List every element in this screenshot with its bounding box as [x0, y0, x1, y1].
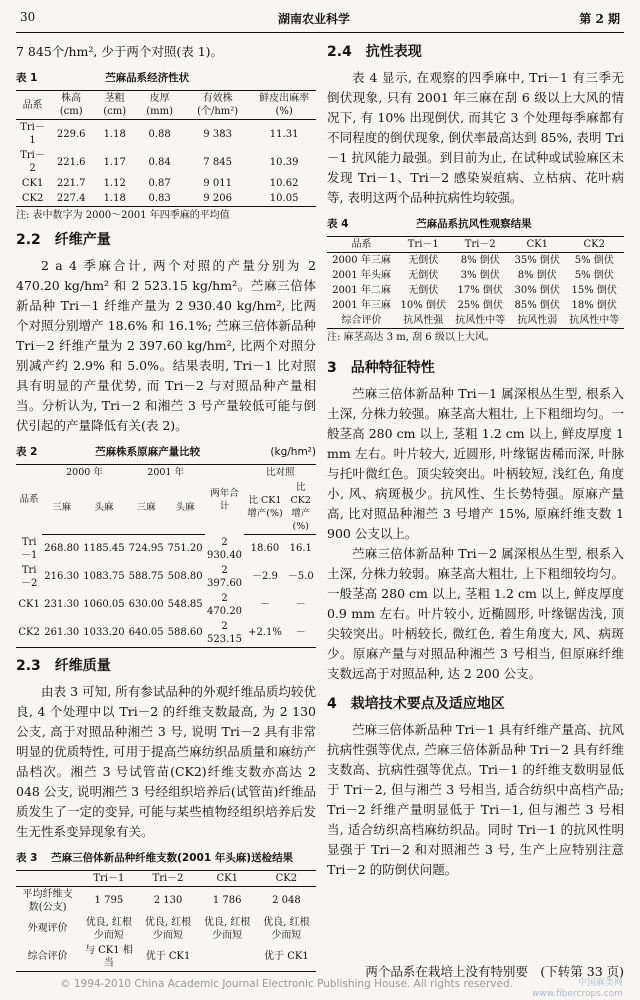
table-row: CK1 221.7 1.12 0.87 9 011 10.62 [21, 178, 299, 189]
table-row: 2001 年头麻 无倒伏 3% 倒伏 8% 倒伏 5% 倒伏 [332, 270, 614, 281]
section-4-heading: 4 栽培技术要点及适应地区 [327, 696, 505, 712]
table3-caption: 表 3 苎麻三倍体新品种纤维支数(2001 年头麻)送检结果 [16, 851, 294, 864]
table4-note: 注: 麻茎高达 3 m, 刮 6 级以上大风。 [327, 332, 495, 343]
table-row: CK1 231.30 1060.05 630.00 548.85 2 470.20 － － [18, 592, 306, 617]
section-2-4-text: 表 4 显示, 在观察的四季麻中, Tri－1 有三季无倒伏现象, 只有 2001 年三麻在刮 6 级以上大风的情况下, 有 10% 出现倒伏, 而其它 3 个处理每季麻都有不同程度的倒伏现象, 倒伏率最高达到 85%, 表明 Tri－1 抗风能力最强。到目前为止, 在试种或试验麻区未发现 Tri－1、Tri－2 感染炭疽病、立枯病、花叶病等, 表明这两个品种抗病性均较强。 [327, 70, 624, 205]
table-row: 综合评价 抗风性强 抗风性中等 抗风性弱 抗风性中等 [327, 313, 624, 329]
right-column [327, 42, 624, 972]
issue-number: 第 2 期 [579, 12, 620, 26]
header-rule [16, 32, 624, 33]
table-row: Tri－1 229.6 1.18 0.88 9 383 11.31 [20, 122, 299, 146]
table2: 品系 2000 年 2001 年 两年合计 比对照 三麻 头麻 三麻 头麻 比 CK1 增产(%) 比 CK2 增产(%) Tri－1 268.80 1185.45 724.95 751.20 2 930.40 18.60 16.1 Tri－2 216.30 1083.75 588.75 508.80 2 397.60 －2.9 －5.0 CK1 231.30 1060.05 630.00 548.85 2 470.20 － － CK2 261.30 1033.20 640.05 588.60 2 523.15 +2.1% － [16, 464, 316, 648]
table-row: CK2 227.4 1.18 0.83 9 206 10.05 [16, 191, 316, 207]
section-4-text: 苎麻三倍体新品种 Tri－1 具有纤维产量高、抗风抗病性强等优点, 苎麻三倍体新品种 Tri－2 具有纤维支数高、抗病性强等优点。Tri－1 的纤维支数明显低于 Tri－2, 但与湘苎 3 号相当, 适合纺织中高档产品; Tri－2 纤维产量明显低于 Tri－1, 但与湘苎 3 号相当, 适合纺织高档麻纺织品。同时 Tri－1 的抗风性明显强于 Tri－2 和对照湘苎 3 号, 生产上应特别注意 Tri－2 的防倒伏问题。 [327, 722, 624, 877]
section-2-3-heading: 2.3 纤维质量 [16, 657, 111, 674]
table-row: 综合评价 与 CK1 相当 优于 CK1 优于 CK1 [16, 943, 316, 972]
journal-name: 湖南农业科学 [278, 12, 351, 26]
continued-note: 两个品系在栽培上没有特别要 (下转第 33 页) [365, 964, 624, 979]
table-row: 平均纤维支数(公支) 1 795 2 130 1 786 2 048 [22, 888, 301, 913]
table1-note: 注: 表中数字为 2000～2001 年四季麻的平均值 [16, 210, 230, 221]
section-3-text-a: 苎麻三倍体新品种 Tri－1 属深根丛生型, 根系入土深, 分株力较强。麻茎高大粗壮, 上下粗细均匀。一般茎高 280 cm 以上, 茎粗 1.2 cm 以上, 鲜皮厚度 1 mm 左右。叶片较大, 近圆形, 叶缘锯齿稀而深, 叶脉与托叶微红色。顶尖较突出。叶柄较短, 浅红色, 角度小, 风、病斑极少。抗风性、生长势特强。原麻产量高, 比对照品种湘苎 3 号增产 15%, 原麻纤维支数 1 900 公支以上。 [327, 386, 624, 541]
section-2-3-text: 由表 3 可知, 所有参试品种的外观纤维品质均较优良, 4 个处理中以 Tri－2 的纤维支数最高, 为 2 130 公支, 高于对照品种湘苎 3 号, 说明 Tri－2 具有非常明显的优质特性, 可用于提高苎麻纺织品质量和麻纺产品档次。湘苎 3 号试管苗(CK2)纤维支数亦高达 2 048 公支, 说明湘苎 3 号经组织培养后(试管苗)纤维品质发生了一定的变异, 可能与某些植物经组织培养后发生无性系变异现象有关。 [16, 683, 316, 839]
table-row: Tri－2 216.30 1083.75 588.75 508.80 2 397.60 －2.9 －5.0 [20, 564, 314, 589]
section-3-text-b: 苎麻三倍体新品种 Tri－2 属深根丛生型, 根系入土深, 分株力较弱。麻茎高大粗壮, 上下粗细较均匀。一般茎高 280 cm 以上, 茎粗 1.2 cm 以上, 鲜皮厚度 0.9 mm 左右。叶片较小, 近椭圆形, 叶缘锯齿浅, 顶尖较突出。叶柄较长, 微红色, 着生角度大, 风、病斑少。原麻产量与对照品种湘苎 3 号相当, 但原麻纤维支数远高于对照品种, 达 2 200 公支。 [327, 546, 624, 681]
table3: Tri－1 Tri－2 CK1 CK2 平均纤维支数(公支) 1 795 2 130 1 786 2 048 外观评价 优良, 红根少而短 优良, 红根少而短 优良, 红根少而短 优良, 红根少而短 综合评价 与 CK1 相当 优于 CK1 优于 CK1 [16, 870, 316, 972]
section-2-2-heading: 2.2 纤维产量 [16, 232, 111, 248]
left-column [16, 42, 316, 972]
table-row: 外观评价 优良, 红根少而短 优良, 红根少而短 优良, 红根少而短 优良, 红根少而短 [27, 916, 310, 941]
table-row: Tri－2 221.6 1.17 0.84 7 845 10.39 [20, 150, 299, 174]
running-header [16, 10, 624, 30]
intro-text: 7 845个/hm², 少于两个对照(表 1)。 [16, 44, 224, 59]
table1: 品系 株高(cm) 茎粗(cm) 皮厚(mm) 有效株(个/hm²) 鲜皮出麻率(%) Tri－1 229.6 1.18 0.88 9 383 11.31 Tri－2 221.6 1.17 0.84 7 845 10.39 CK1 221.7 1.12 0.87 9 011 10.62 CK2 227.4 1.18 0.83 9 206 10.05 [16, 90, 316, 207]
table-row: 2001 年二麻 无倒伏 17% 倒伏 30% 倒伏 15% 倒伏 [332, 285, 617, 296]
site-watermark: 中国麻类网 www.fibercrops.com [532, 978, 623, 999]
page-number: 30 [20, 10, 36, 24]
section-3-heading: 3 品种特征特性 [327, 360, 435, 376]
table-row: CK2 261.30 1033.20 640.05 588.60 2 523.15 +2.1% － [16, 619, 316, 648]
table4-caption: 表 4 苎麻品系抗风性观察结果 [327, 218, 532, 230]
section-2-4-heading: 2.4 抗性表现 [327, 44, 422, 60]
table-row: 2000 年三麻 无倒伏 8% 倒伏 35% 倒伏 5% 倒伏 [332, 255, 614, 266]
table2-caption: 表 2 苎麻株系原麻产量比较 (kg/hm²) [16, 446, 316, 458]
table1-caption: 表 1 苎麻品系经济性状 [16, 72, 190, 84]
table-row: 2001 年三麻 10% 倒伏 25% 倒伏 85% 倒伏 18% 倒伏 [332, 300, 617, 311]
copyright-footer: © 1994-2010 China Academic Journal Electronic Publishing House. All rights reserved. [60, 978, 513, 990]
table4: 品系 Tri－1 Tri－2 CK1 CK2 2000 年三麻 无倒伏 8% 倒伏 35% 倒伏 5% 倒伏 2001 年头麻 无倒伏 3% 倒伏 8% 倒伏 5% 倒伏 2001 年二麻 无倒伏 17% 倒伏 30% 倒伏 15% 倒伏 2001 年三麻 10% 倒伏 25% 倒伏 85% 倒伏 18% 倒伏 综合评价 抗风性强 抗风性中等 抗风性弱 抗风性中等 [327, 236, 624, 329]
section-2-2-text: 2 a 4 季麻合计, 两个对照的产量分别为 2 470.20 kg/hm² 和 2 523.15 kg/hm²。苎麻三倍体新品种 Tri－1 纤维产量为 2 930.40 kg/hm², 比两个对照分别增产 18.6% 和 16.1%; 苎麻三倍体新品种 Tri－2 纤维产量为 2 397.60 kg/hm², 比两个对照分别减产约 2.9% 和 5.0%。结果表明, Tri－1 比对照具有明显的产量优势, 而 Tri－2 与对照品种产量相当。分析认为, Tri－2 和湘苎 3 号产量较低可能与倒伏引起的产量降低有关(表 2)。 [16, 258, 316, 433]
table-row: Tri－1 268.80 1185.45 724.95 751.20 2 930.40 18.60 16.1 [20, 536, 312, 561]
